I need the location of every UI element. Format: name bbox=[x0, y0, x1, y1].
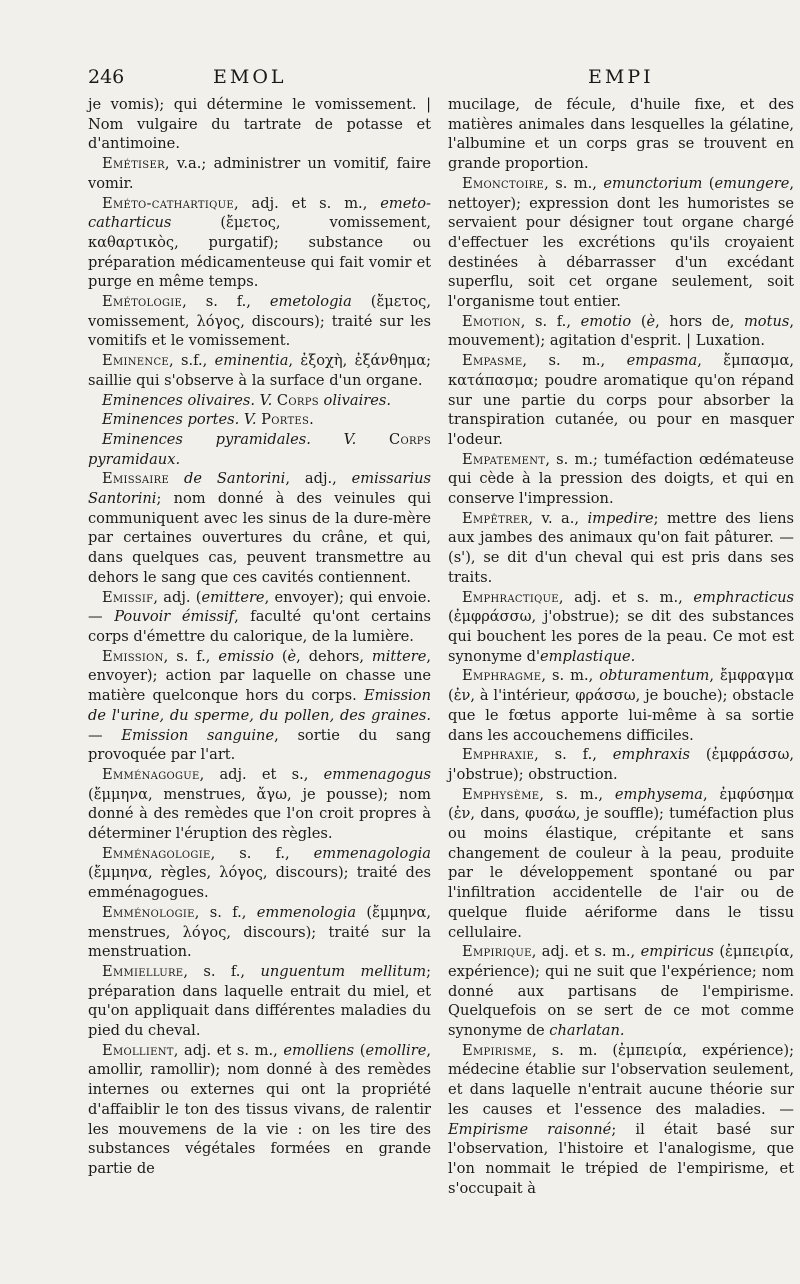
dictionary-entry: Emonctoire, s. m., emunctorium (emungere, nettoyer); expression dont les humoristes se servaient pour désigner tout organe chargé d'effectuer les excrétions qu'ils croyaient destinées à débarrasser d'un excédant superflu, soit cet organe seulement, soit l'organisme tout entier. bbox=[448, 174, 794, 311]
dictionary-entry: Empirisme, s. m. (ἐμπειρία, expérience); médecine établie sur l'observation seulement, et dans laquelle n'entrait aucune théorie sur les causes et l'essence des maladies. — Empirisme raisonné; il était basé sur l'observation, l'histoire et l'analogisme, que l'on nommait le trépied de l'empirisme, et s'occupait à bbox=[448, 1041, 794, 1197]
dictionary-entry: mucilage, de fécule, d'huile fixe, et des matières animales dans lesquelles la gélatine, l'albumine et un corps gras se trouvent en grande proportion. bbox=[448, 96, 794, 173]
dictionary-entry: Emménagogue, adj. et s., emmenagogus (ἔμμηνα, menstrues, ἄγω, je pousse); nom donné à des remèdes que l'on croit propres à déterminer l'éruption des règles. bbox=[88, 765, 431, 843]
dictionary-entry: Emétiser, v.a.; administrer un vomitif, faire vomir. bbox=[88, 155, 431, 192]
dictionary-entry: Emmiellure, s. f., unguentum mellitum; préparation dans laquelle entrait du miel, et qu'on appliquait dans différentes maladies du pied du cheval. bbox=[88, 962, 431, 1040]
dictionary-entry: Emménagologie, s. f., emmenagologia (ἔμμηνα, règles, λόγος, discours); traité des emménagogues. bbox=[88, 844, 431, 902]
right-running-title: EMPI bbox=[588, 66, 654, 88]
dictionary-entry: Emphysème, s. m., emphysema, ἐμφύσημα (ἐν, dans, φυσάω, je souffle); tuméfaction plus ou moins élastique, crépitante et sans changement de couleur à la peau, produite par le développement spontané ou par l'infiltration accidentelle de l'air ou de quelque fluide aériforme dans le tissu cellulaire. bbox=[448, 785, 794, 941]
dictionary-entry: Emphractique, adj. et s. m., emphracticus (ἐμφράσσω, j'obstrue); se dit des substances qui bouchent les pores de la peau. Ce mot est synonyme d'emplastique. bbox=[448, 588, 794, 665]
dictionary-entry: Emétologie, s. f., emetologia (ἔμετος, vomissement, λόγος, discours); traité sur les vomitifs et le vomissement. bbox=[88, 293, 431, 350]
dictionary-entry: je vomis); qui détermine le vomissement. | Nom vulgaire du tartrate de potasse et d'antimoine. bbox=[88, 96, 431, 153]
right-column bbox=[448, 95, 794, 1198]
dictionary-entry: Emphragme, s. m., obturamentum, ἔμφραγμα (ἐν, à l'intérieur, φράσσω, je bouche); obstacle que le fœtus apporte lui-même à sa sortie dans les accouchemens difficiles. bbox=[448, 667, 794, 744]
left-column bbox=[88, 95, 431, 1179]
dictionary-entry: Empatement, s. m.; tuméfaction œdémateuse qui cède à la pression des doigts, et qui en conserve l'impression. bbox=[448, 450, 794, 508]
left-running-title: EMOL bbox=[213, 66, 287, 88]
dictionary-entry: Emissif, adj. (emittere, envoyer); qui envoie. — Pouvoir émissif, faculté qu'ont certains corps d'émettre du calorique, de la lumière. bbox=[88, 588, 432, 645]
page-number: 246 bbox=[88, 66, 125, 88]
dictionary-entry: Emission, s. f., emissio (è, dehors, mittere, envoyer); action par laquelle on chasse une matière quelconque hors du corps. Emission de l'urine, du sperme, du pollen, des graines. — Emission sanguine, sortie du sang provoquée par l'art. bbox=[88, 647, 432, 764]
dictionary-entry: Emollient, adj. et s. m., emolliens (emollire, amollir, ramollir); nom donné à des remèdes internes ou externes qui ont la propriété d'affaiblir le ton des tissus vivans, de ralentir les mouvemens de la vie : on les tire des substances végétales formées en grande partie de bbox=[88, 1041, 431, 1177]
dictionary-entry: Eminence, s.f., eminentia, ἐξοχὴ, ἐξάνθημα; saillie qui s'observe à la surface d'un organe. bbox=[88, 352, 431, 389]
dictionary-entry: Eminences pyramidales. V. Corps pyramidaux. bbox=[88, 430, 431, 468]
dictionary-entry: Eminences portes. V. Portes. bbox=[102, 411, 314, 429]
dictionary-entry: Emménologie, s. f., emmenologia (ἔμμηνα, menstrues, λόγος, discours); traité sur la menstruation. bbox=[88, 903, 431, 961]
dictionary-entry: Empirique, adj. et s. m., empiricus (ἐμπειρία, expérience); qui ne suit que l'expérience; nom donné aux partisans de l'empirisme. Quelquefois on se sert de ce mot comme synonyme de charlatan. bbox=[448, 943, 794, 1040]
running-header bbox=[88, 66, 790, 94]
dictionary-entry: Emissaire de Santorini, adj., emissarius Santorini; nom donné à des veinules qui communiquent avec les sinus de la dure-mère par certaines ouvertures du crâne, et qui, dans quelques cas, peuvent transmettre au dehors le sang que ces cavités contiennent. bbox=[88, 470, 432, 586]
dictionary-entry: Empêtrer, v. a., impedire; mettre des liens aux jambes des animaux qu'on fait pâturer. — (s'), se dit d'un cheval qui est pris dans ses traits. bbox=[448, 509, 795, 586]
dictionary-entry: Emotion, s. f., emotio (è, hors de, motus, mouvement); agitation d'esprit. | Luxation. bbox=[448, 312, 794, 350]
dictionary-entry: Emphraxie, s. f., emphraxis (ἐμφράσσω, j'obstrue); obstruction. bbox=[448, 746, 794, 783]
dictionary-entry: Empasme, s. m., empasma, ἔμπασμα, κατάπασμα; poudre aromatique qu'on répand sur une partie du corps pour absorber la transpiration cutanée, ou pour en masquer l'odeur. bbox=[448, 352, 794, 448]
dictionary-entry: Eméto-cathartique, adj. et s. m., emeto-catharticus (ἔμετος, vomissement, καθαρτικὸς, purgatif); substance ou préparation médicamenteuse qui fait vomir et purge en même temps. bbox=[88, 194, 431, 291]
dictionary-entry: Eminences olivaires. V. Corps olivaires. bbox=[102, 391, 392, 409]
